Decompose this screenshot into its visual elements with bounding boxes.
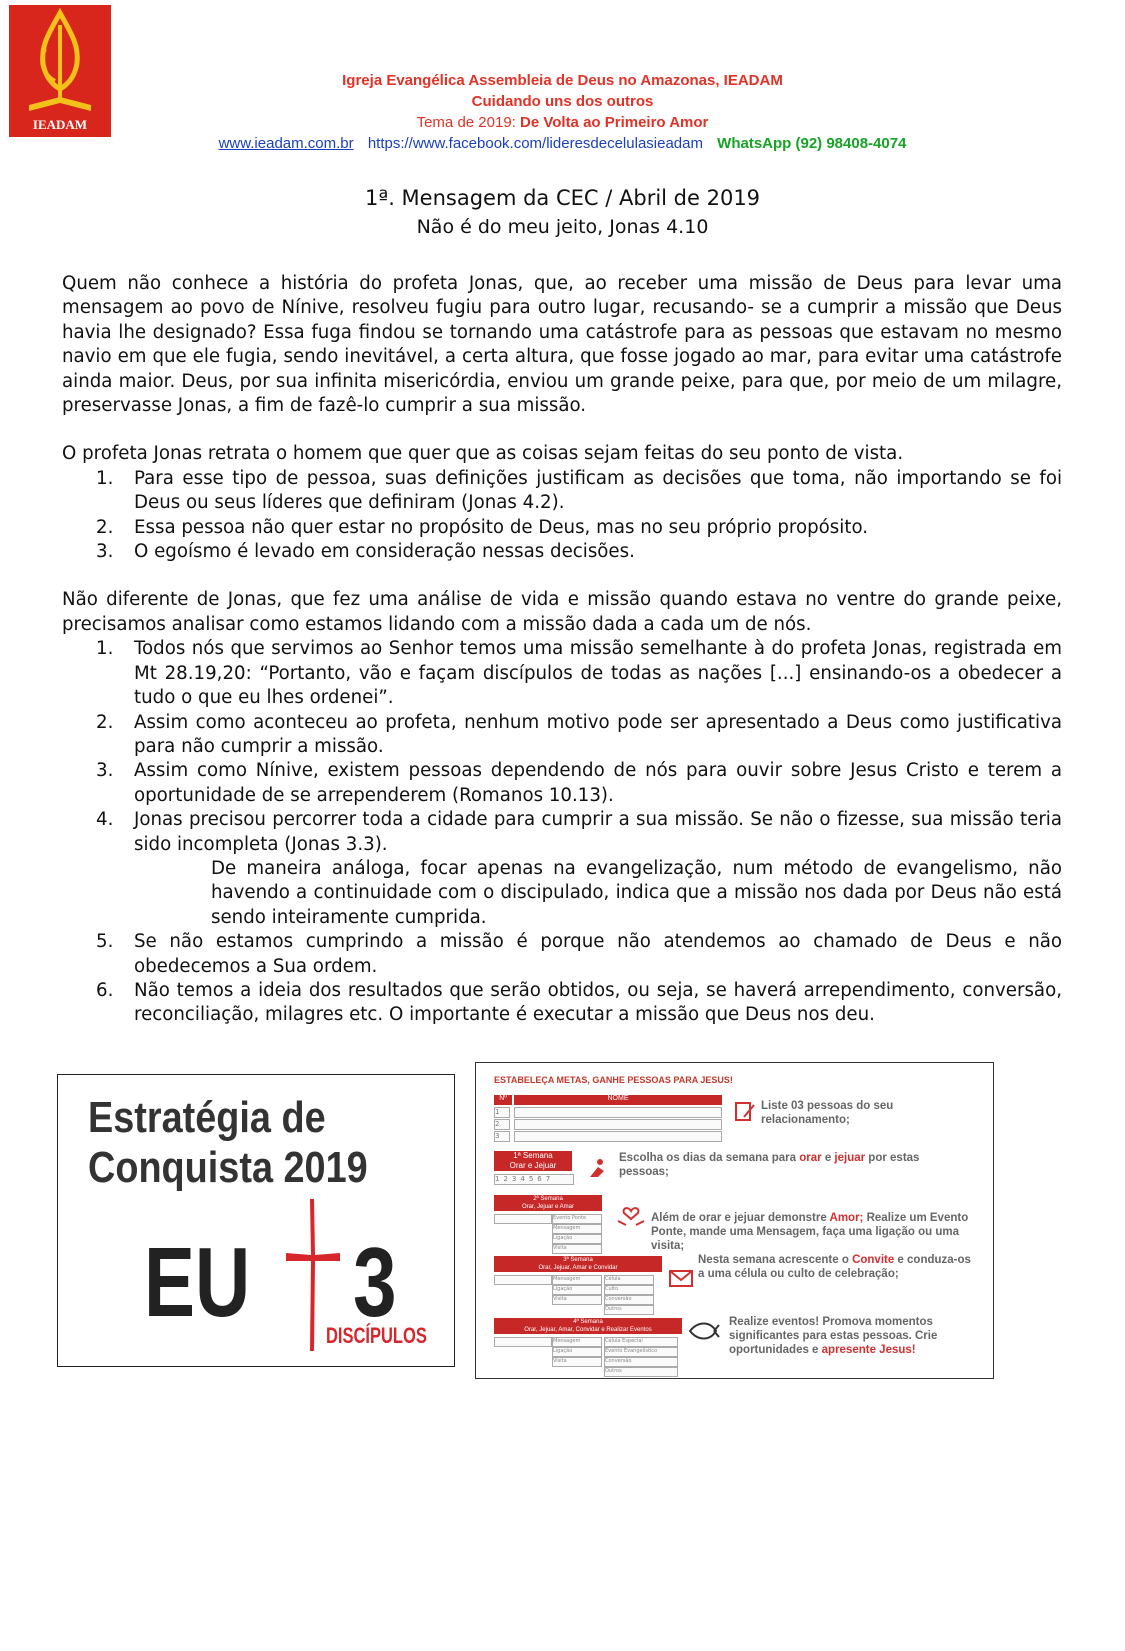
site-link[interactable]: www.ieadam.com.br [218,135,354,152]
page-subtitle: Não é do meu jeito, Jonas 4.10 [416,216,709,238]
week1-days: 1234567 [494,1174,574,1185]
list-item: 3. Assim como Nínive, existem pessoas dependendo de nós para ouvir sobre Jesus Cristo e terem a oportunidade de se arrependerem (Romanos 10.13). [96,760,1062,806]
step4-text: Nesta semana acrescente o Convite e conduza-os a uma célula ou culto de celebração; [698,1254,971,1280]
step1-text: Liste 03 pessoas do seu relacionamento; [761,1100,894,1126]
document-body [62,272,1062,1028]
week3-label: 3ª Semana Orar, Jejuar, Amar e Convidar [494,1256,662,1272]
paragraph-2: O profeta Jonas retrata o homem que quer que as coisas sejam feitas do seu ponto de vista. [62,443,904,465]
intro-paragraph: Quem não conhece a história do profeta Jonas, que, ao receber uma missão de Deus para levar uma mensagem ao povo de Nínive, resolveu fugiu para outro lugar, recusando- se a cumprir a missão que Deus havia lhe designado? Essa fuga findou se tornando uma catástrofe para as pessoas que estavam no mesmo navio em que ele fugia, sendo inevitável, a certa altura, que fosse jogado ao mar, para evitar uma catástrofe ainda maior. Deus, por sua infinita misericórdia, enviou um grande peixe, para que, por meio de um milagre, preservasse Jonas, a fim de fazê-lo cumprir a sua missão. [62,273,1062,417]
theme-line [0,112,1125,133]
step2-text: Escolha os dias da semana para orar e jejuar por estas pessoas; [619,1152,920,1178]
infographic-heading: ESTABELEÇA METAS, GANHE PESSOAS PARA JESUS! [494,1075,733,1085]
banner-three: 3 [353,1227,397,1337]
church-name: Igreja Evangélica Assembleia de Deus no Amazonas, IEADAM [342,72,783,89]
list-item: 1. Para esse tipo de pessoa, suas definições justificam as decisões que toma, não importando se foi Deus ou seus líderes que definiram (Jonas 4.2). [96,467,1062,514]
list-item: 2. Assim como aconteceu ao profeta, nenhum motivo pode ser apresentado a Deus como justificativa para não cumprir a missão. [96,711,1062,757]
fish-icon [688,1321,720,1341]
col-n: Nº [494,1095,512,1105]
list-2 [62,637,1062,857]
list-item: 3. O egoísmo é levado em consideração nessas decisões. [96,541,635,563]
goals-infographic: ESTABELEÇA METAS, GANHE PESSOAS PARA JESUS! Nº NOME 1 2 3 Liste 03 pessoas do seu relacionamento; 1ª Semana Orar e Jejuar 1234567 Escolha os dias da semana para orar e jejuar por estas pessoas; 2ª Semana Orar, Jejuar e Amar Evento Ponte Mensagem Ligação Visita Além de orar e jejuar demonstre Amor; Realize um Evento Ponte, mande uma Mensagem, faça uma ligação ou uma visita; 3ª Semana Orar, Jejuar, Amar e Convidar Mensagem Ligação Visita Célula Culto Conversão Outros Nesta semana acrescente o Convite e conduza-os a uma célula ou culto de celebração; 4ª Semana Orar, Jejuar, Amar, Convidar e Realizar Eventos Mensagem Ligação Visita Célula Especial Evento Evangelístico Conversão Outros Realize eventos! Promova momentos significantes para estas pessoas. Crie oportunidades e apresente Jesus! [475,1062,994,1379]
banner-disciples: DISCÍPULOS [326,1323,427,1348]
list-item: 5. Se não estamos cumprindo a missão é porque não atendemos ao chamado de Deus e não obedecemos a Sua ordem. [96,931,1062,977]
week1-label: 1ª Semana Orar e Jejuar [494,1151,572,1171]
list-item: 6. Não temos a ideia dos resultados que serão obtidos, ou seja, se haverá arrependimento, conversão, reconciliação, milagres etc. O importante é executar a missão que Deus nos deu. [96,979,1062,1026]
list-icon [734,1101,756,1123]
theme-name: De Volta ao Primeiro Amor [520,114,709,131]
strategy-banner [57,1074,455,1367]
facebook-link[interactable]: https://www.facebook.com/lideresdecelulasieadam [367,135,703,152]
logo-text: IEADAM [32,117,88,132]
praying-icon [586,1157,608,1179]
list-item: 2. Essa pessoa não quer estar no propósito de Deus, mas no seu próprio propósito. [96,516,869,538]
list-item: 4. Jonas precisou percorrer toda a cidade para cumprir a sua missão. Se não o fizesse, sua missão teria sido incompleta (Jonas 3.3). [96,809,1062,855]
list-1 [62,467,1062,565]
motto: Cuidando uns dos outros [471,93,654,110]
paragraph-3: Não diferente de Jonas, que fez uma análise de vida e missão quando estava no ventre do grande peixe, precisamos analisar como estamos lidando com a missão dada a cada um de nós. [62,589,1062,635]
hands-heart-icon [616,1203,646,1227]
contact-links [0,133,1125,154]
header [0,70,1125,154]
page-title: 1ª. Mensagem da CEC / Abril de 2019 [364,186,761,210]
sub-item: De maneira análoga, focar apenas na evangelização, num método de evangelismo, não havendo a continuidade com o discipulado, indica que a missão nos dada por Deus não está sendo inteiramente cumprida. [211,857,1062,928]
step5-text: Realize eventos! Promova momentos significantes para estas pessoas. Crie oportunidades e apresente Jesus! [729,1316,938,1356]
theme-prefix: Tema de 2019: [416,114,520,131]
col-nome: NOME [514,1095,722,1105]
envelope-icon [668,1267,694,1289]
week4-label: 4ª Semana Orar, Jejuar, Amar, Convidar e Realizar Eventos [494,1318,682,1334]
banner-title: Estratégia de Conquista 2019 [88,1093,368,1192]
list-item: 1. Todos nós que servimos ao Senhor temos uma missão semelhante à do profeta Jonas, registrada em Mt 28.19,20: “Portanto, vão e façam discípulos de todas as nações [...] ensinando-os a obedecer a tudo o que eu lhes ordenei”. [96,638,1062,709]
list-3 [62,930,1062,1028]
whatsapp-contact: WhatsApp (92) 98408-4074 [717,135,907,152]
banner-eu: EU [144,1227,251,1337]
week2-label: 2ª Semana Orar, Jejuar e Amar [494,1195,602,1211]
step3-text: Além de orar e jejuar demonstre Amor; Realize um Evento Ponte, mande uma Mensagem, faça uma ligação ou uma visita; [651,1212,969,1252]
